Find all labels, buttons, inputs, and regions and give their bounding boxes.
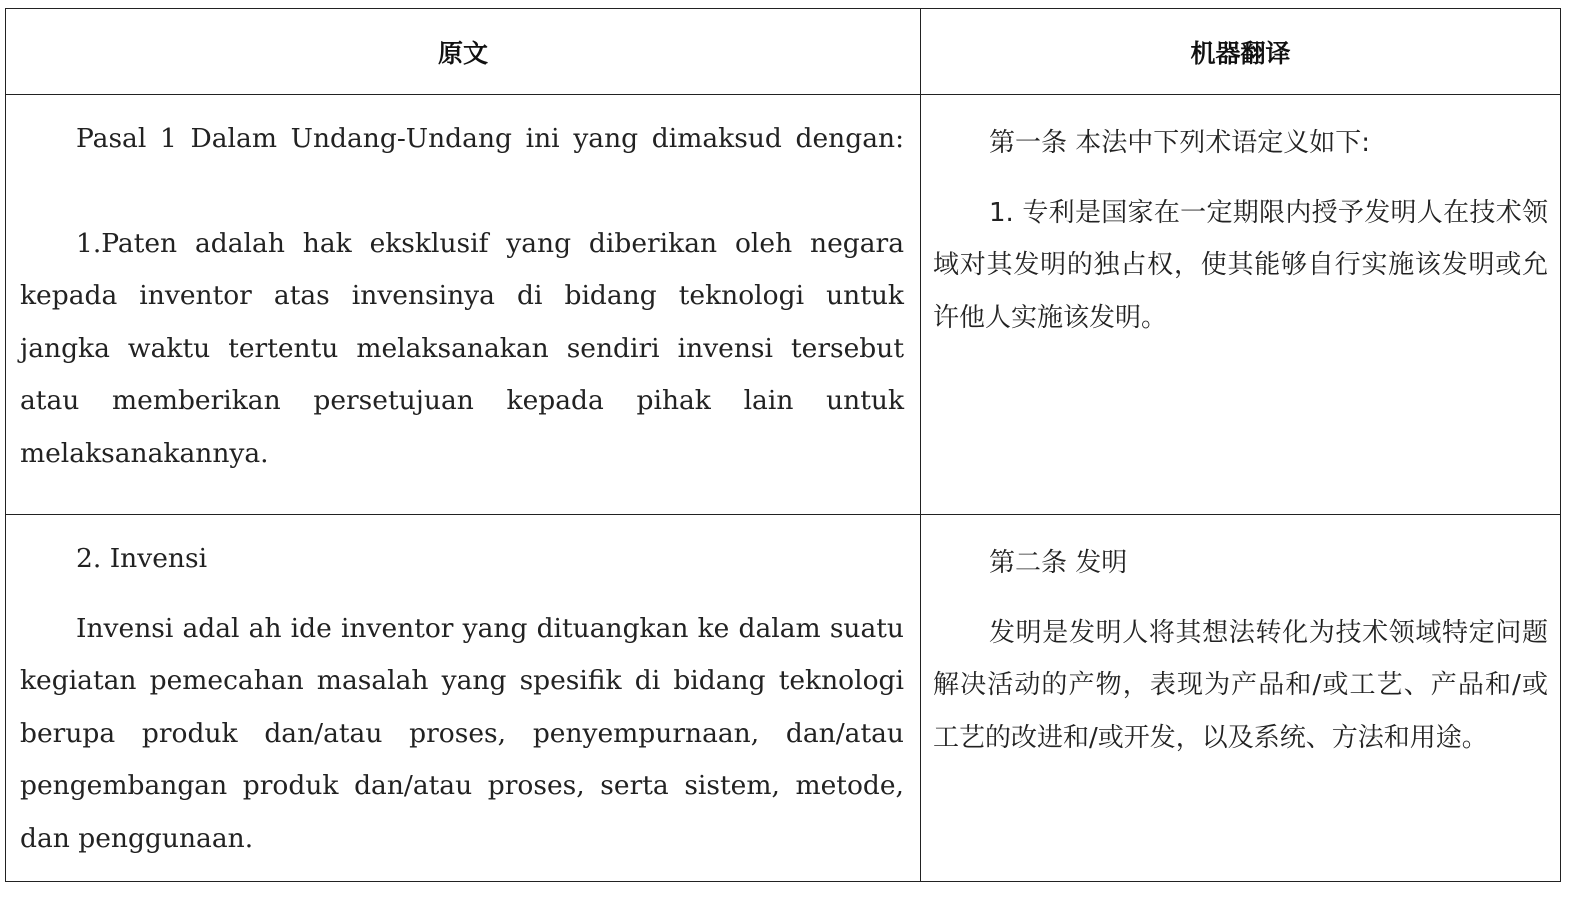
translation-article-heading: 第一条 本法中下列术语定义如下:: [989, 128, 1371, 158]
translation-article-heading: 第二条 发明: [989, 548, 1128, 578]
translation-comparison-table: [5, 8, 1561, 882]
source-cell: [6, 515, 921, 882]
table-row: [6, 95, 1561, 515]
source-article-heading: 2. Invensi: [76, 543, 208, 574]
machine-translation-column-header: 机器翻译: [921, 9, 1561, 95]
translation-article-text: 发明是发明人将其想法转化为技术领域特定问题解决活动的产物，表现为产品和/或工艺、产品和/或工艺的改进和/或开发，以及系统、方法和用途。: [933, 617, 1548, 753]
source-column-header: 原文: [6, 9, 921, 95]
translation-cell: [921, 95, 1561, 515]
source-cell: [6, 95, 921, 515]
translation-cell: [921, 515, 1561, 882]
source-article-text: 1.Paten adalah hak eksklusif yang diberikan oleh negara kepada inventor atas invensinya di bidang teknologi untuk jangka waktu tertentu melaksanakan sendiri invensi tersebut atau memberikan persetujuan kepada pihak lain untuk melaksanakannya.: [20, 227, 904, 469]
source-article-heading: Pasal 1 Dalam Undang-Undang ini yang dimaksud dengan:: [76, 123, 904, 154]
table-header-row: [6, 9, 1561, 95]
table-row: [6, 515, 1561, 882]
translation-article-text: 1. 专利是国家在一定期限内授予发明人在技术领域对其发明的独占权，使其能够自行实施该发明或允许他人实施该发明。: [933, 197, 1548, 333]
source-article-text: Invensi adal ah ide inventor yang dituangkan ke dalam suatu kegiatan pemecahan masalah yang spesifik di bidang teknologi berupa produk dan/atau proses, penyempurnaan, dan/atau pengembangan produk dan/atau proses, serta sistem, metode, dan penggunaan.: [20, 612, 904, 854]
